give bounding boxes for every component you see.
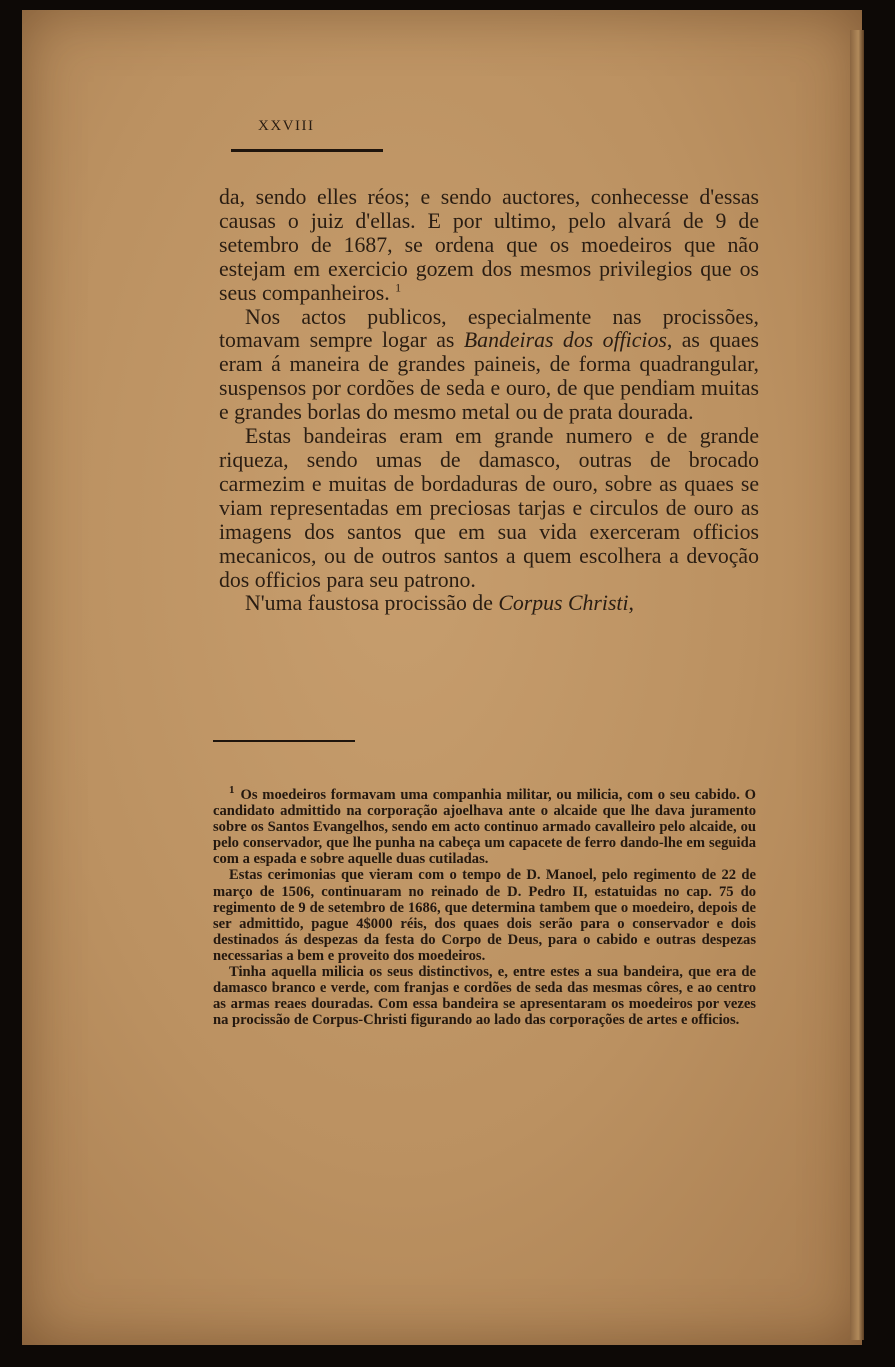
- paragraph-2-text-a: Nos actos publicos, especialmente nas procissões, tomavam sempre logar as: [219, 304, 759, 353]
- paragraph-4-text-b: ,: [628, 591, 634, 616]
- footnote-rule: [213, 740, 355, 742]
- paragraph-2-text-b: , as quaes eram á maneira de grandes paineis, de forma quadrangular, suspensos por cordões de seda e ouro, de que pendiam muitas e grandes borlas do mesmo metal ou de prata dourada.: [219, 328, 760, 425]
- footnote-1: [213, 784, 756, 868]
- paragraph-1-text: da, sendo elles réos; e sendo auctores, conhecesse d'essas causas o juiz d'ellas. E por ultimo, pelo alvará de 9 de setembro de 1687, se ordena que os moedeiros que não estejam em exercicio gozem dos mesmos privilegios que os seus companheiros.: [219, 185, 759, 305]
- page-number: XXVIII: [258, 118, 315, 134]
- paragraph-4-text-a: N'uma faustosa procissão de: [245, 591, 493, 616]
- paragraph-4: [219, 592, 759, 616]
- footnote-1-text: Os moedeiros formavam uma companhia militar, ou milicia, com o seu cabido. O candidato admittido na corporação ajoelhava ante o alcaide que lhe dava juramento sobre os Santos Evangelhos, sendo em acto continuo armado cavalleiro pelo alcaide, ou pelo conservador, que lhe punha na cabeça um capacete de ferro dando-lhe em seguida com a espada e sobre aquelle duas cutiladas.: [213, 787, 756, 868]
- footnote-2: Estas cerimonias que vieram com o tempo de D. Manoel, pelo regimento de 22 de março de 1506, continuaram no reinado de D. Pedro II, estatuidas no cap. 75 do regimento de 9 de setembro de 1686, que determina tambem que o moedeiro, depois de ser admittido, pague 4$000 réis, dos quaes dois serão para o conservador e dois destinados ás despezas da festa do Corpo de Deus, para o cabido e outras despezas necessarias a bem e proveito dos moedeiros.: [213, 867, 756, 964]
- paragraph-4-italic: Corpus Christi: [498, 591, 629, 616]
- paragraph-3: Estas bandeiras eram em grande numero e de grande riqueza, sendo umas de damasco, outras de brocado carmezim e muitas de bordaduras de ouro, sobre as quaes se viam representadas em preciosas tarjas e circulos de ouro as imagens dos santos que em sua vida exerceram officios mecanicos, ou de outros santos a quem escolhera a devoção dos officios para seu patrono.: [219, 424, 759, 592]
- footnotes: [213, 784, 756, 1029]
- paragraph-2: [219, 306, 759, 426]
- footnote-reference: 1: [395, 280, 402, 295]
- footnote-3: Tinha aquella milicia os seus distinctivos, e, entre estes a sua bandeira, que era de damasco branco e verde, com franjas e cordões de seda das mesmas côres, e ao centro as armas reaes douradas. Com essa bandeira se apresentaram os moedeiros por vezes na procissão de Corpus-Christi figurando ao lado das corporações de artes e officios.: [213, 964, 756, 1029]
- paragraph-1: [219, 186, 759, 306]
- main-text: [219, 186, 759, 616]
- paragraph-2-italic: Bandeiras dos officios: [463, 328, 667, 353]
- footnote-mark: 1: [229, 784, 235, 797]
- header-rule: [231, 149, 383, 152]
- page-edge: [850, 30, 864, 1340]
